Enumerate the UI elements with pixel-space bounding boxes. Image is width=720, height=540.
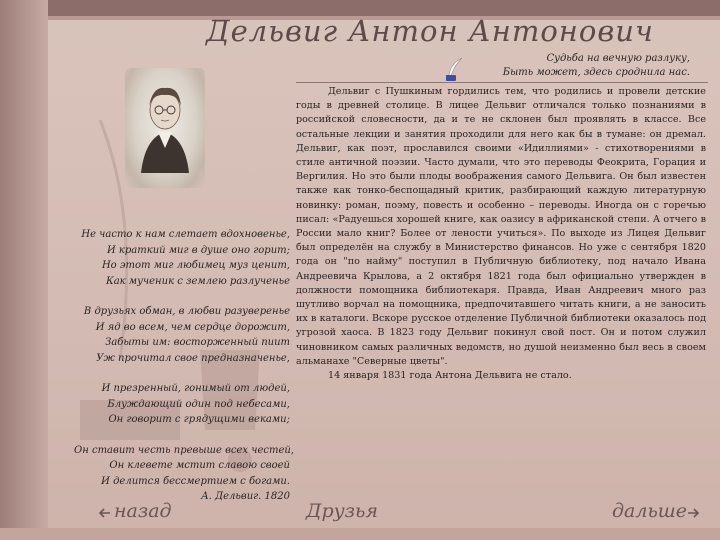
epigraph-line: Быть может, здесь сроднила нас. <box>502 67 690 78</box>
biography-paragraph: 14 января 1831 года Антона Дельвига не стало. <box>328 370 572 382</box>
biography-paragraph: Дельвиг с Пушкиным гордились тем, что родились и провели детские годы в древней столице. В лицее Дельвиг отличался только познаниями в российской словесности, да и те не склонен был проявлять в классе. Все остальные лекции и занятия проходили для него как бы в тумане: он дремал. Дельвиг, как поэт, прославился своими «Идиллиями» - стихотворениями в стиле античной поэзии. Часто думали, что это переводы Феокрита, Горация и Вергилия. Но это были плоды воображения самого Дельвига. Он был известен также как тонко-беспощадный критик, разбирающий каждую литературную новинку: роман, поэму, повесть и особенно – переводы. Иногда он с горечью писал: «Радуешься хорошей книге, как оазису в африканской степи. А отчего в России мало книг? Более от лености учиться». По выходе из Лицея Дельвиг был определён на службу в Министерство финансов. Но уже с сентября 1820 года он "по найму" поступил в Публичную библиотеку, под начало Ивана Андреевича Крылова, а 2 октября 1821 года был официально утвержден в должности помощника библиотекаря. Правда, Иван Андреевич много раз шутливо ворчал на помощника, предпочитавшего читать книги, а не заносить их в каталоги. Вскоре русское отделение Публичной библиотеки оказалось под угрозой хаоса. В 1823 году Дельвиг покинул свой пост. Он и потом служил чиновником самых различных ведомств, но душой неизменно был весь в своем альманахе "Северные цветы". <box>296 86 706 367</box>
poem-line: Забыты им: восторженный пиит <box>105 337 290 348</box>
divider <box>296 82 708 83</box>
poem-line: Но этот миг любимец муз ценит, <box>101 260 290 271</box>
epigraph-line: Судьба на вечную разлуку, <box>546 53 690 64</box>
back-arrow-icon[interactable] <box>98 506 112 520</box>
friends-link[interactable]: Друзья <box>306 500 378 522</box>
poem-line: Он ставит честь превыше всех честей, <box>74 444 294 456</box>
bottom-band <box>0 528 720 540</box>
page-title: Дельвиг Антон Антонович <box>206 14 654 48</box>
poem-stanza <box>74 443 294 505</box>
poem-line: И краткий миг в душе оно горит; <box>107 244 290 256</box>
poem-line: Он говорит с грядущими веками; <box>108 414 290 425</box>
poem-line: И яд во всем, чем сердце дорожит, <box>95 321 290 333</box>
poem-line: И презренный, гонимый от людей, <box>101 383 290 394</box>
forward-arrow-icon[interactable] <box>686 506 700 520</box>
poem <box>74 227 294 520</box>
poem-signature: А. Дельвиг. 1820 <box>201 491 290 502</box>
poem-line: Уж прочитал свое предназначенье, <box>96 352 290 364</box>
next-button[interactable]: дальше <box>612 500 688 522</box>
epigraph <box>500 52 690 80</box>
back-button[interactable]: назад <box>114 500 172 522</box>
poem-line: И делится бессмертием с богами. <box>101 475 290 487</box>
poem-stanza <box>74 227 290 289</box>
poem-line: Блуждающий один под небесами, <box>107 398 290 410</box>
poem-line: Он клевете мстит славою своей <box>109 460 290 471</box>
biography-text <box>296 85 706 383</box>
quill-icon <box>444 56 466 82</box>
poem-stanza <box>74 304 290 366</box>
poem-line: В друзьях обман, в любви разуверенье <box>83 306 290 317</box>
poem-line: Не часто к нам слетает вдохновенье, <box>81 229 290 240</box>
poem-line: Как мученик с землею разлученье <box>105 275 290 287</box>
portrait-delvig <box>125 68 205 188</box>
left-decorative-strip <box>0 0 48 540</box>
poem-stanza <box>74 381 290 428</box>
